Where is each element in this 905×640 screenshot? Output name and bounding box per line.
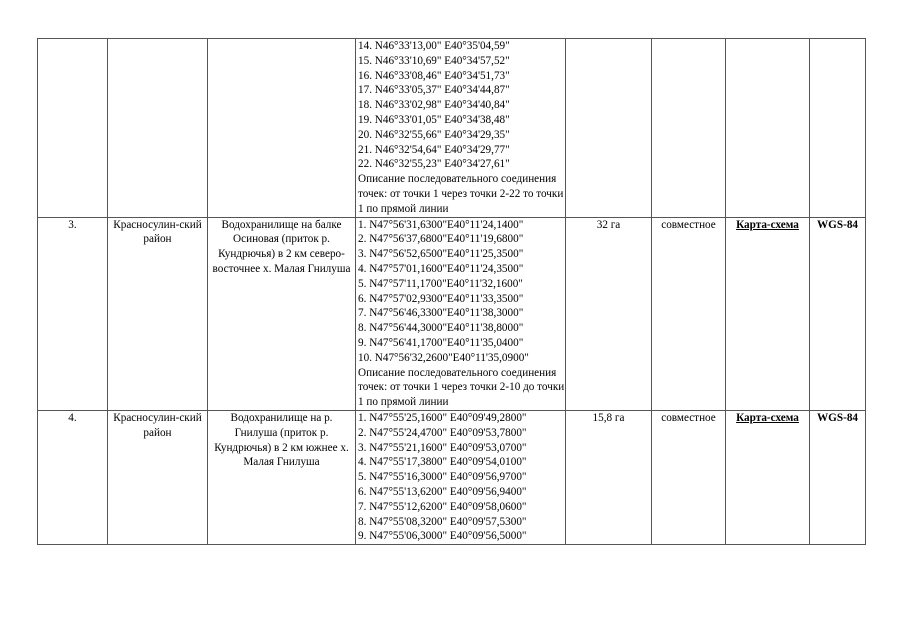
map-scheme-link[interactable]: Карта-схема [736,218,799,231]
coord-line: 5. N47°55'16,3000" E40°09'56,9700" [358,471,527,484]
table-row [38,217,866,410]
coord-line: 5. N47°57'11,1700"E40°11'32,1600" [358,277,523,290]
coord-line: 18. N46°33'02,98" E40°34'40,84" [358,99,510,112]
cell-coords [356,217,566,410]
cell-area [566,39,652,218]
connection-description: Описание последовательного соединения точек: от точки 1 через точки 2-10 до точки 1 по прямой линии [358,366,565,409]
coord-line: 17. N46°33'05,37" E40°34'44,87" [358,84,510,97]
cell-num [38,39,108,218]
coord-line: 6. N47°55'13,6200" E40°09'56,9400" [358,485,527,498]
district-name: Красносулин-ский район [108,217,208,410]
coord-line: 16. N46°33'08,46" E40°34'51,73" [358,69,510,82]
coord-line: 1. N47°55'25,1600" E40°09'49,2800" [358,411,527,424]
row-number: 4. [38,410,108,544]
cell-system [810,217,866,410]
usage-type: совместное [652,217,726,410]
coord-line: 4. N47°55'17,3800" E40°09'54,0100" [358,456,527,469]
cell-usage [652,39,726,218]
row-number: 3. [38,217,108,410]
cell-system [810,410,866,544]
cell-district [108,39,208,218]
table-row-continuation [38,39,866,218]
coord-line: 14. N46°33'13,00" E40°35'04,59" [358,40,510,52]
usage-type: совместное [652,410,726,544]
coord-line: 22. N46°32'55,23" E40°34'27,61" [358,158,510,171]
cell-map [726,410,810,544]
coord-line: 21. N46°32'54,64" E40°34'29,77" [358,143,510,156]
coord-line: 8. N47°56'44,3000"E40°11'38,8000" [358,322,524,335]
connection-description: Описание последовательного соединения точек: от точки 1 через точки 2-22 то точки 1 по прямой линии [358,173,564,215]
coord-line: 3. N47°55'21,1600" E40°09'53,0700" [358,441,527,454]
district-name: Красносулин-ский район [108,410,208,544]
object-description: Водохранилище на балке Осиновая (приток р. Кундрючья) в 2 км северо-восточнее х. Малая Гнилуша [208,217,356,410]
coord-line: 4. N47°57'01,1600"E40°11'24,3500" [358,262,524,275]
coord-line: 6. N47°57'02,9300"E40°11'33,3500" [358,292,524,305]
coord-line: 15. N46°33'10,69" E40°34'57,52" [358,54,510,67]
coord-line: 7. N47°56'46,3300"E40°11'38,3000" [358,307,524,320]
table-row [38,410,866,544]
cell-coords [356,410,566,544]
coord-line: 9. N47°55'06,3000" E40°09'56,5000" [358,530,527,543]
coordinate-system: WGS-84 [816,411,859,424]
coord-line: 3. N47°56'52,6500"E40°11'25,3500" [358,248,524,261]
coord-line: 8. N47°55'08,3200" E40°09'57,5300" [358,515,527,528]
coordinate-system: WGS-84 [816,218,859,231]
coord-line: 19. N46°33'01,05" E40°34'38,48" [358,113,510,126]
cell-object [208,39,356,218]
cell-map [726,217,810,410]
cell-coords [356,39,566,218]
coord-line: 1. N47°56'31,6300"E40°11'24,1400" [358,218,524,231]
coordinates-table [37,38,866,545]
area-value: 15,8 га [566,410,652,544]
area-value: 32 га [566,217,652,410]
cell-system [810,39,866,218]
cell-map [726,39,810,218]
coord-line: 20. N46°32'55,66" E40°34'29,35" [358,128,510,141]
coord-line: 7. N47°55'12,6200" E40°09'58,0600" [358,500,527,513]
object-description: Водохранилище на р. Гнилуша (приток р. Кундрючья) в 2 км южнее х. Малая Гнилуша [208,410,356,544]
coord-line: 2. N47°56'37,6800"E40°11'19,6800" [358,233,524,246]
coord-line: 2. N47°55'24,4700" E40°09'53,7800" [358,426,527,439]
map-scheme-link[interactable]: Карта-схема [736,411,799,424]
coord-line: 9. N47°56'41,1700"E40°11'35,0400" [358,336,524,349]
coord-line: 10. N47°56'32,2600"E40°11'35,0900" [358,351,529,364]
